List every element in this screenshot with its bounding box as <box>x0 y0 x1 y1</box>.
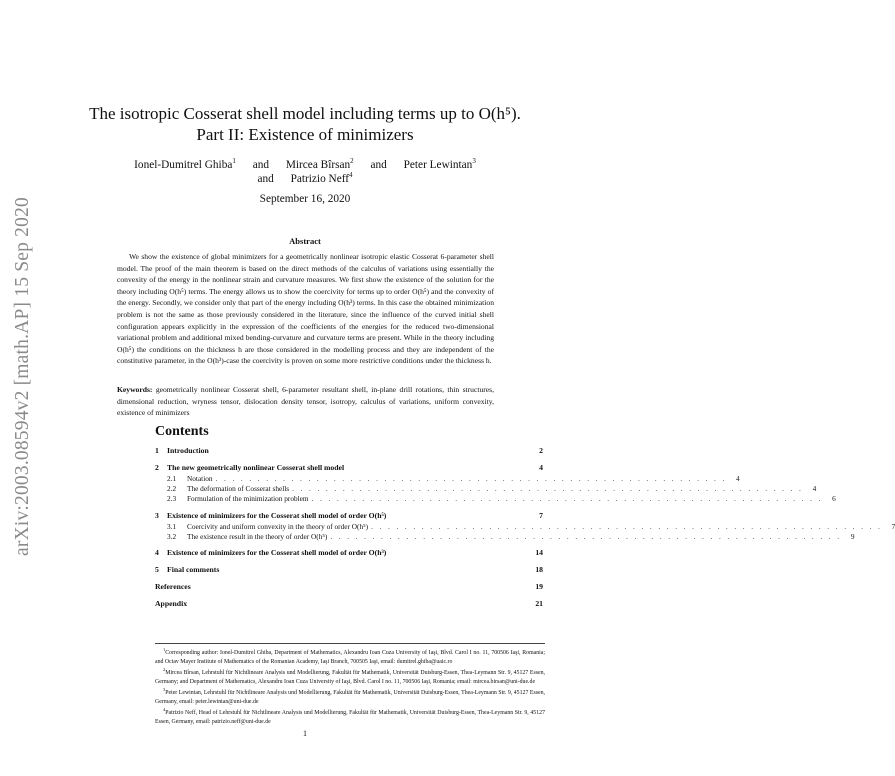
toc-page: 14 <box>535 547 543 557</box>
footnote-text: Corresponding author: Ionel-Dumitrel Ghiba, Department of Mathematics, Alexandru Ioan Cuza University of Iaşi, Blvd. Carol I no. 11, 700506 Iaşi, Romania; and Octav Mayer Institute of Mathematics of the Romanian Academy, Iaşi Branch, 700505 Iaşi, email: dumitrel.ghiba@uaic.ro <box>155 649 545 665</box>
arxiv-stamp: arXiv:2003.08594v2 [math.AP] 15 Sep 2020 <box>12 197 33 556</box>
author-and: and <box>252 158 270 171</box>
toc-entry[interactable] <box>155 511 543 522</box>
toc-title: The deformation of Cosserat shells <box>187 484 290 494</box>
contents-heading: Contents <box>155 424 209 439</box>
toc-page: 18 <box>535 564 543 574</box>
toc-number: 2.1 <box>167 474 177 483</box>
author-mark: 1 <box>232 157 236 165</box>
toc-title: The new geometrically nonlinear Cosserat shell model <box>167 463 345 472</box>
toc-title: Notation <box>187 474 213 483</box>
toc-entry[interactable] <box>155 565 543 576</box>
toc-title: Appendix <box>155 598 188 608</box>
toc-entry[interactable] <box>155 548 543 559</box>
author-and: and <box>370 158 387 171</box>
author-row-2 <box>60 168 550 187</box>
toc-title: Existence of minimizers for the Cosserat shell model of order O(h⁵) <box>167 510 387 520</box>
toc-leader: . . . . . . . . . . . . . . . . . . . . . . . . . . . . . . . . . . . . . . . . . . . . . . . . . . . . . . . . . . . . . <box>215 474 727 483</box>
toc-entry[interactable] <box>155 463 543 474</box>
footnote-mark: 1 <box>163 647 166 652</box>
author-mark: 4 <box>349 171 353 179</box>
toc-leader: . . . . . . . . . . . . . . . . . . . . . . . . . . . . . . . . . . . . . . . . . . . . . . . . . . . . . . . . . . . . . <box>330 531 842 541</box>
toc-entry[interactable] <box>155 474 740 484</box>
author-and: and <box>257 172 274 185</box>
toc-leader: . . . . . . . . . . . . . . . . . . . . . . . . . . . . . . . . . . . . . . . . . . . . . . . . . . . . . . . . . . . . . <box>292 484 804 494</box>
toc-page: 7 <box>539 510 543 520</box>
toc-number: 2.3 <box>167 494 177 504</box>
author-name: Mircea Bîrsan <box>285 158 351 171</box>
author-mark: 2 <box>350 157 354 165</box>
toc-entry[interactable] <box>155 531 855 542</box>
keywords <box>117 384 494 419</box>
toc-entry[interactable] <box>155 494 836 504</box>
toc-leader: . . . . . . . . . . . . . . . . . . . . . . . . . . . . . . . . . . . . . . . . . . . . . . . . . . . . . . . . . . . . . <box>311 494 823 504</box>
toc-title: References <box>155 581 191 591</box>
paper-title-line-2: Part II: Existence of minimizers <box>196 125 414 144</box>
toc-leader: . . . . . . . . . . . . . . . . . . . . . . . . . . . . . . . . . . . . . . . . . . . . . . . . . . . . . . . . . . . . . <box>371 521 883 531</box>
author-name: Peter Lewintan <box>403 158 473 171</box>
footnote <box>155 646 545 666</box>
toc-number: 2 <box>155 463 159 472</box>
toc-page: 9 <box>850 531 855 541</box>
toc-page: 19 <box>535 581 543 591</box>
toc-page: 4 <box>539 463 543 472</box>
toc-page: 2 <box>539 446 543 455</box>
toc-title: Final comments <box>167 564 220 574</box>
footnote-mark: 2 <box>163 667 166 673</box>
abstract-heading: Abstract <box>289 236 321 246</box>
footnote <box>155 666 545 686</box>
toc-title: Existence of minimizers for the Cosserat shell model of order O(h³) <box>167 547 387 557</box>
toc-page: 7 <box>891 521 895 531</box>
author-mark: 3 <box>472 157 476 165</box>
footnote-mark: 4 <box>163 707 166 713</box>
publication-date: September 16, 2020 <box>259 193 351 205</box>
toc-title: Formulation of the minimization problem <box>187 494 309 504</box>
footnote-mark: 3 <box>163 687 166 693</box>
author-name: Ionel-Dumitrel Ghiba <box>134 158 233 171</box>
keywords-label: Keywords: <box>117 385 153 394</box>
toc-number: 4 <box>155 547 159 557</box>
toc-number: 5 <box>155 564 159 574</box>
toc-page: 6 <box>832 494 836 504</box>
page-number: 1 <box>303 729 307 738</box>
toc-number: 2.2 <box>167 484 177 494</box>
toc-title: The existence result in the theory of order O(h⁵) <box>187 531 328 541</box>
footnotes <box>155 643 545 727</box>
table-of-contents <box>155 446 895 610</box>
toc-number: 3.1 <box>167 521 177 531</box>
toc-page: 4 <box>736 474 740 483</box>
author-name: Patrizio Neff <box>290 172 350 185</box>
toc-number: 3.2 <box>167 531 177 541</box>
keywords-text: geometrically nonlinear Cosserat shell, 6-parameter resultant shell, in-plane drill rotations, thin structures, dimensional reduction, wryness tensor, dislocation density tensor, isotropy, calculus of variations, uniform convexity, existence of minimizers <box>117 385 494 418</box>
toc-title: Introduction <box>167 446 209 455</box>
footnote <box>155 686 545 706</box>
toc-title: Coercivity and uniform convexity in the theory of order O(h⁵) <box>187 521 369 531</box>
toc-entry[interactable] <box>155 599 543 610</box>
abstract-text: We show the existence of global minimizers for a geometrically nonlinear isotropic elastic Cosserat 6-parameter shell model. The proof of the main theorem is based on the direct methods of the calculus of variations using essentially the convexity of the energy in the nonlinear strain and curvature measures. We first show the existence of the solution for the theory including O(h⁵) terms. The energy allows us to show the coercivity for terms up to order O(h⁵) and the convexity of the energy. Secondly, we consider only that part of the energy including O(h³) terms. In this case the obtained minimization problem is not the same as those previously considered in the literature, since the influence of the curved initial shell configuration appears explicitly in the expression of the coefficients of the energies for the reduced two-dimensional variational problem and additional mixed bending-curvature and curvature terms are present. While in the theory including O(h⁵) the conditions on the thickness h are those considered in the modelling process and they are independent of the constitutive parameter, in the O(h³)-case the coercivity is proven on some more restrictive conditions under the thickness h. <box>117 252 494 366</box>
toc-page: 4 <box>812 484 817 494</box>
toc-page: 21 <box>535 598 543 608</box>
footnote <box>155 706 545 726</box>
toc-entry[interactable] <box>155 521 895 532</box>
paper-title-line-1: The isotropic Cosserat shell model including terms up to O(h⁵). <box>89 104 521 123</box>
footnote-text: Peter Lewintan, Lehrstuhl für Nichtlineare Analysis und Modellierung, Fakultät für Mathematik, Universität Duisburg-Essen, Thea-Leymann Str. 9, 45127 Essen, Germany, email: peter.lewintan@uni-due.de <box>155 690 545 705</box>
toc-entry[interactable] <box>155 582 543 593</box>
toc-number: 3 <box>155 510 159 520</box>
toc-number: 1 <box>155 446 159 455</box>
footnote-text: Patrizio Neff, Head of Lehrstuhl für Nichtlineare Analysis und Modellierung, Fakultät für Mathematik, Universität Duisburg-Essen, Thea-Leymann Str. 9, 45127 Essen, Germany, email: patrizio.neff@uni-due.de <box>155 710 545 725</box>
toc-entry[interactable] <box>155 484 817 494</box>
toc-entry[interactable] <box>155 446 543 457</box>
footnote-text: Mircea Bîrsan, Lehrstuhl für Nichtlineare Analysis und Modellierung, Fakultät für Mathematik, Universität Duisburg-Essen, Thea-Leymann Str. 9, 45127 Essen, Germany; and Department of Mathematics, Alexandru Ioan Cuza University of Iaşi, Blvd. Carol I no. 11, 700506 Iaşi, Romania; email: mircea.birsan@uni-due.de <box>155 670 545 685</box>
